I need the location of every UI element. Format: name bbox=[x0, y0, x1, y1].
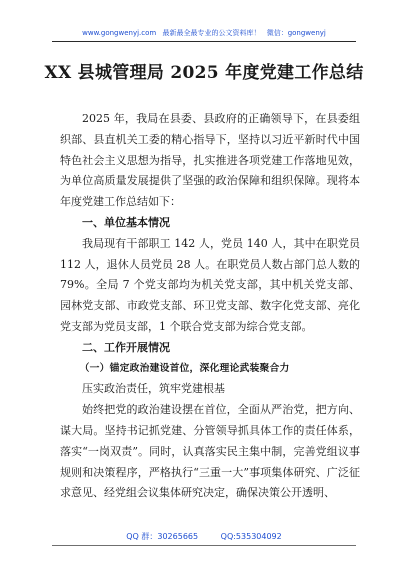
header-banner bbox=[0, 28, 408, 38]
subsection-heading-political: （一）锚定政治建设首位，深化理论武装聚合力 bbox=[79, 362, 290, 374]
section-paragraph-basic-info: 我局现有干部职工 142 人，党员 140 人，其中在职党员 112 人，退休人员党员 28 人。在职党员人数占部门总人数的 79%。全局 7 个党支部均为机关党支部，其中机关党支部、园林党支部、市政党支部、环卫党支部、数字化党支部、亮化党支部为党员支部，1 个联合党支部为综合党支部。 bbox=[60, 236, 360, 333]
sub-point-heading: 压实政治责任，筑牢党建根基 bbox=[82, 382, 225, 396]
document-body bbox=[60, 109, 360, 504]
site-slogan: 最新最全最专业的公文资料库！ bbox=[162, 29, 261, 37]
footer-rule bbox=[52, 545, 356, 546]
header-rule bbox=[52, 41, 356, 42]
section-heading-work-status: 二、工作开展情况 bbox=[82, 340, 170, 354]
qq-group: QQ 群：30265665 bbox=[126, 532, 199, 541]
site-link[interactable]: www.gongwenyj.com bbox=[82, 29, 157, 37]
document-title: XX 县城管理局 2025 年度党建工作总结 bbox=[44, 63, 364, 83]
footer-contact bbox=[0, 531, 408, 542]
intro-paragraph: 2025 年，我局在县委、县政府的正确领导下，在县委组织部、县直机关工委的精心指导下，坚持以习近平新时代中国特色社会主义思想为指导，扎实推进各项党建工作落地见效，为单位高质量发展提供了坚强的政治保障和组织保障。现将本年度党建工作总结如下： bbox=[60, 112, 360, 209]
qq-number: QQ:535304092 bbox=[220, 532, 282, 541]
section-heading-basic-info: 一、单位基本情况 bbox=[82, 215, 170, 229]
sub-point-paragraph: 始终把党的政治建设摆在首位，全面从严治党，把方向、谋大局。坚持书记抓党建、分管领导抓具体工作的责任体系，落实“一岗双责”。同时，认真落实民主集中制，完善党组议事规则和决策程序，严格执行“三重一大”事项集体研究、广泛征求意见、经党组会议集体研究决定，确保决策公开透明、 bbox=[60, 403, 360, 500]
wechat-id: 微信：gongwenyj bbox=[266, 29, 326, 37]
